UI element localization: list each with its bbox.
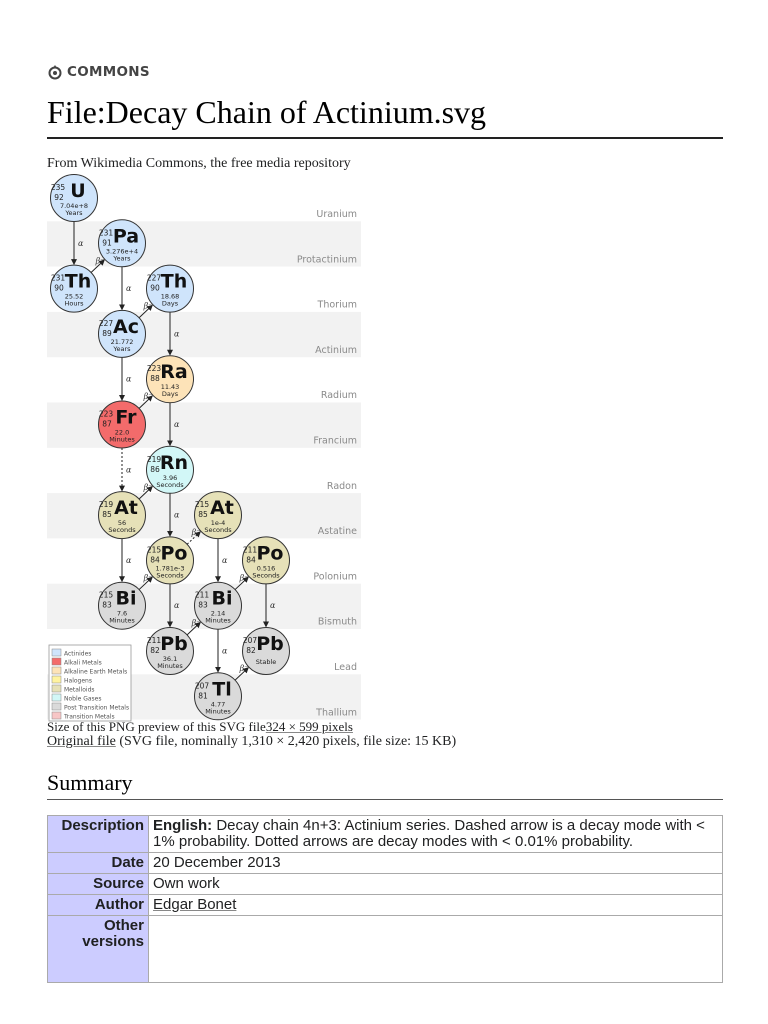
nuclide-pa-231[interactable]	[99, 220, 146, 267]
nuclide-pb-211[interactable]	[147, 628, 194, 675]
half-life: 2.14	[210, 609, 226, 618]
legend-label: Alkali Metals	[64, 659, 102, 667]
info-key: Description	[48, 816, 149, 853]
mass-number: 215	[194, 500, 210, 510]
atomic-number: 81	[198, 691, 208, 701]
decay-chain-diagram[interactable]	[47, 172, 361, 724]
page-title: File:Decay Chain of Actinium.svg	[47, 94, 487, 130]
element-symbol: Bi	[211, 587, 233, 610]
nuclide-ra-223[interactable]	[147, 356, 194, 403]
half-life-unit: Stable	[255, 658, 277, 666]
element-symbol: Tl	[212, 678, 232, 701]
alpha-label: α	[222, 646, 228, 656]
half-life: 18.68	[160, 292, 180, 301]
mass-number: 235	[50, 183, 66, 192]
element-symbol: Po	[160, 542, 188, 565]
info-row-source	[48, 874, 723, 895]
mass-number: 219	[146, 454, 162, 464]
beta-label: β⁻	[143, 482, 153, 492]
mass-number: 215	[98, 590, 114, 600]
alpha-label: α	[270, 601, 276, 611]
description-lang: English:	[153, 817, 213, 834]
alpha-label: α	[78, 238, 84, 248]
info-value	[149, 895, 723, 916]
preview-size-line	[47, 719, 353, 735]
mass-number: 219	[98, 500, 114, 510]
preview-size-link[interactable]: 324 × 599 pixels	[265, 719, 353, 734]
nuclide-bi-215[interactable]	[99, 582, 146, 629]
atomic-number: 84	[150, 555, 160, 565]
half-life-unit: Years	[113, 344, 131, 353]
half-life-unit: Years	[113, 254, 131, 263]
half-life: 3.276e+4	[105, 247, 139, 256]
half-life-unit: Days	[161, 299, 179, 308]
nuclide-th-227[interactable]	[147, 265, 194, 312]
mass-number: 211	[194, 590, 210, 600]
mass-number: 211	[146, 636, 162, 645]
beta-label: β⁻	[143, 573, 153, 583]
legend-label: Metalloids	[64, 686, 95, 694]
mass-number: 231	[98, 228, 114, 238]
mass-number: 211	[242, 545, 258, 555]
legend-label: Halogens	[64, 677, 92, 685]
info-row-description	[48, 816, 723, 853]
nuclide-tl-207[interactable]	[195, 673, 242, 720]
legend-swatch	[52, 667, 61, 674]
alpha-label: α	[174, 329, 180, 339]
mass-number: 207	[242, 636, 258, 645]
legend-swatch	[52, 694, 61, 701]
nuclide-po-215[interactable]	[147, 537, 194, 584]
file-info-table	[47, 815, 723, 983]
half-life: 1.781e-3	[155, 564, 185, 573]
info-row-author	[48, 895, 723, 916]
info-value: 20 December 2013	[149, 853, 723, 874]
nuclide-at-219[interactable]	[99, 492, 146, 539]
description-text: Decay chain 4n+3: Actinium series. Dashed arrow is a decay mode with < 1% probability. Dotted arrows are decay modes with < 0.01% probability.	[153, 817, 705, 850]
half-life-unit: Minutes	[109, 435, 135, 444]
beta-label: β⁻	[143, 301, 153, 311]
atomic-number: 87	[102, 419, 112, 429]
element-symbol: Po	[256, 542, 284, 565]
row-label-astatine: Astatine	[317, 526, 357, 538]
atomic-number: 90	[150, 283, 160, 293]
atomic-number: 91	[102, 238, 112, 248]
element-symbol: Th	[160, 270, 188, 293]
atomic-number: 85	[102, 510, 112, 520]
mass-number: 223	[98, 409, 114, 419]
beta-label: β⁻	[95, 256, 105, 266]
atomic-number: 82	[150, 646, 160, 655]
atomic-number: 92	[54, 193, 64, 202]
info-key: Other versions	[48, 916, 149, 983]
alpha-label: α	[174, 420, 180, 429]
half-life: 36.1	[162, 655, 178, 663]
alpha-label: α	[126, 555, 132, 565]
element-symbol: Pb	[160, 633, 188, 655]
legend-swatch	[52, 703, 61, 710]
commons-logo-icon	[47, 64, 63, 80]
info-row-other-versions	[48, 916, 723, 983]
alpha-label: α	[126, 374, 132, 384]
half-life: 25.52	[64, 292, 84, 301]
nuclide-bi-211[interactable]	[195, 582, 242, 629]
summary-heading: Summary	[47, 770, 133, 795]
mass-number: 207	[194, 681, 210, 691]
preview-size-prefix: Size of this PNG preview of this SVG file	[47, 719, 266, 734]
legend-label: Alkaline Earth Metals	[64, 668, 128, 676]
author-link[interactable]: Edgar Bonet	[153, 896, 237, 913]
row-label-thallium: Thallium	[316, 707, 357, 719]
half-life-unit: Hours	[64, 299, 84, 308]
element-symbol: Bi	[115, 587, 137, 610]
mass-number: 227	[146, 273, 162, 283]
beta-label: β⁻	[143, 392, 153, 402]
mass-number: 223	[146, 364, 162, 374]
element-symbol: Pb	[256, 633, 284, 655]
nuclide-u-235[interactable]	[51, 175, 98, 222]
row-label-protactinium: Protactinium	[296, 254, 357, 266]
info-row-date	[48, 853, 723, 874]
nuclide-at-215[interactable]	[195, 492, 242, 539]
row-label-bismuth: Bismuth	[317, 616, 357, 628]
info-value	[149, 816, 723, 853]
legend-swatch	[52, 676, 61, 683]
nuclide-po-211[interactable]	[243, 537, 290, 584]
row-label-actinium: Actinium	[315, 344, 357, 356]
nuclide-rn-219[interactable]	[147, 446, 194, 493]
row-label-radium: Radium	[320, 390, 357, 402]
half-life-unit: Minutes	[205, 616, 231, 625]
info-key: Source	[48, 874, 149, 895]
atomic-number: 84	[246, 555, 256, 565]
row-label-polonium: Polonium	[313, 571, 357, 583]
atomic-number: 85	[198, 510, 208, 520]
half-life: 7.6	[116, 609, 128, 618]
half-life: 56	[117, 519, 127, 528]
info-key: Date	[48, 853, 149, 874]
atomic-number: 83	[198, 600, 208, 610]
half-life-unit: Seconds	[204, 526, 232, 535]
half-life: 7.04e+8	[59, 202, 89, 210]
row-label-uranium: Uranium	[316, 209, 357, 220]
legend-swatch	[52, 685, 61, 692]
info-value	[149, 916, 723, 983]
element-symbol: Ac	[113, 315, 139, 338]
element-symbol: U	[70, 180, 86, 202]
element-symbol: Pa	[112, 225, 140, 248]
legend-label: Actinides	[64, 650, 92, 658]
row-band	[47, 312, 361, 357]
legend-swatch	[52, 649, 61, 656]
mass-number: 231	[50, 273, 66, 283]
element-symbol: Fr	[115, 406, 137, 429]
original-file-line	[47, 734, 456, 750]
half-life-unit: Seconds	[156, 571, 184, 580]
half-life-unit: Minutes	[205, 707, 231, 716]
nuclide-pb-207[interactable]	[243, 628, 290, 675]
half-life: 4.77	[210, 700, 226, 709]
row-label-radon: Radon	[326, 480, 357, 492]
atomic-number: 89	[102, 328, 112, 338]
legend-label: Transition Metals	[64, 713, 115, 721]
element-symbol: Th	[64, 270, 92, 293]
logo-text: COMMONS	[67, 64, 150, 80]
atomic-number: 86	[150, 464, 160, 474]
half-life-unit: Seconds	[156, 480, 184, 489]
info-key: Author	[48, 895, 149, 916]
atomic-number: 82	[246, 646, 256, 655]
half-life: 22.0	[114, 428, 130, 437]
row-label-francium: Francium	[313, 435, 357, 447]
title-divider	[47, 137, 723, 139]
legend-label: Post Transition Metals	[64, 704, 130, 712]
summary-divider	[47, 799, 723, 800]
row-label-thorium: Thorium	[317, 299, 357, 311]
alpha-label: α	[126, 465, 132, 475]
row-label-lead: Lead	[334, 662, 357, 673]
half-life-unit: Minutes	[157, 662, 183, 670]
original-file-link[interactable]: Original file	[47, 734, 116, 749]
nuclide-th-231[interactable]	[51, 265, 98, 312]
legend-label: Noble Gases	[64, 695, 102, 703]
alpha-label: α	[126, 284, 132, 294]
nuclide-ac-227[interactable]	[99, 310, 146, 357]
half-life-unit: Days	[161, 390, 179, 399]
mass-number: 215	[146, 545, 162, 555]
alpha-label: α	[174, 601, 180, 611]
beta-label: β⁻	[239, 663, 249, 673]
element-symbol: Ra	[160, 361, 188, 384]
element-symbol: At	[210, 497, 234, 520]
nuclide-fr-223[interactable]	[99, 401, 146, 448]
alpha-label: α	[222, 555, 228, 565]
half-life: 3.96	[162, 473, 178, 482]
beta-label: β⁻	[191, 528, 201, 538]
half-life-unit: Years	[65, 209, 83, 217]
info-value: Own work	[149, 874, 723, 895]
legend-swatch	[52, 658, 61, 665]
half-life-unit: Seconds	[108, 526, 136, 535]
commons-logo[interactable]	[47, 64, 150, 80]
half-life: 11.43	[160, 383, 180, 392]
element-symbol: At	[114, 497, 138, 520]
site-tagline: From Wikimedia Commons, the free media repository	[47, 156, 351, 171]
original-file-details: (SVG file, nominally 1,310 × 2,420 pixels, file size: 15 KB)	[115, 734, 457, 749]
half-life: 1e-4	[210, 519, 226, 528]
beta-label: β⁻	[239, 573, 249, 583]
half-life: 21.772	[110, 337, 134, 346]
mass-number: 227	[98, 318, 114, 328]
half-life-unit: Seconds	[252, 571, 280, 580]
legend-swatch	[52, 712, 61, 719]
atomic-number: 83	[102, 600, 112, 610]
beta-label: β⁻	[191, 618, 201, 628]
atomic-number: 90	[54, 283, 64, 293]
element-symbol: Rn	[159, 451, 189, 474]
alpha-label: α	[174, 510, 180, 520]
half-life-unit: Minutes	[109, 616, 135, 625]
half-life: 0.516	[256, 564, 276, 573]
atomic-number: 88	[150, 374, 160, 384]
